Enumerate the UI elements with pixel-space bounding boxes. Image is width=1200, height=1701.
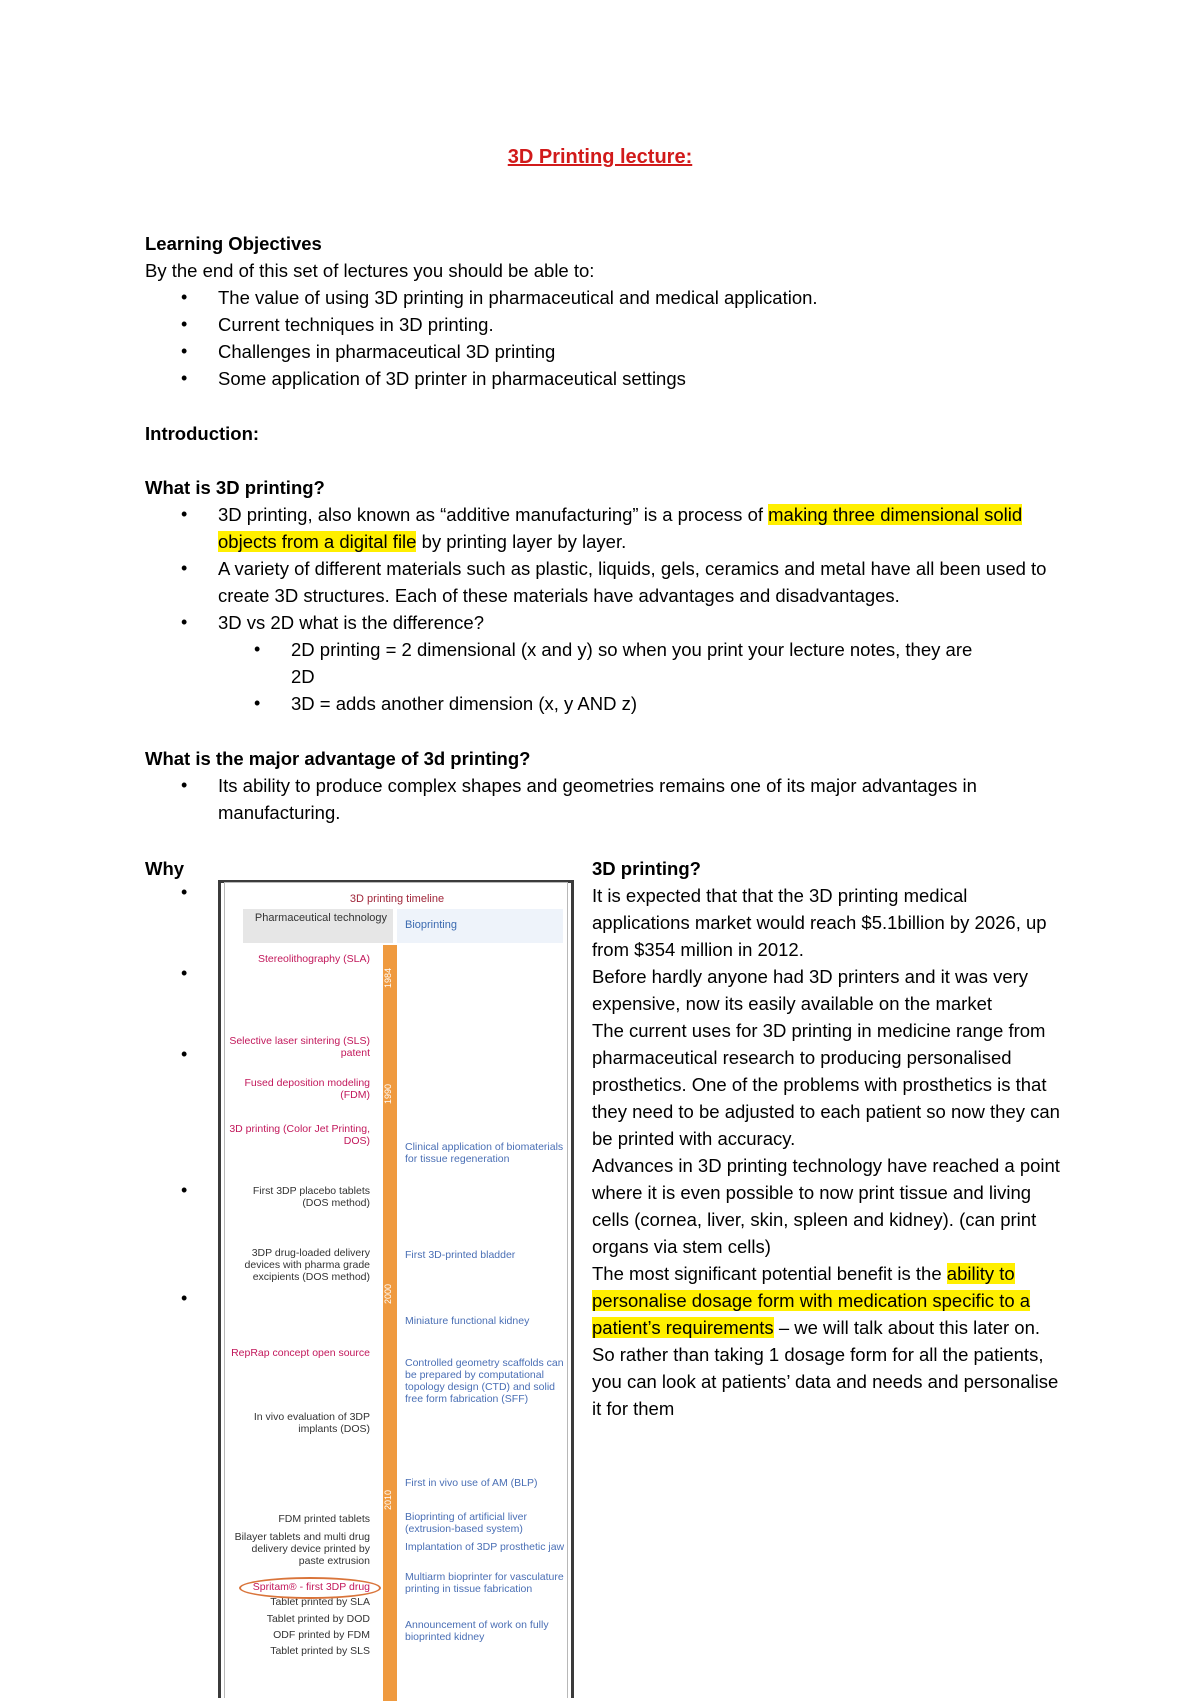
what-is-heading: What is 3D printing? bbox=[145, 477, 325, 498]
paragraph: Advances in 3D printing technology have reached a point where it is even possible to now print tissue and living cells (cornea, liver, skin, spleen and kidney). (can print organs via stem cells) bbox=[592, 1155, 1060, 1257]
page-title: 3D Printing lecture: bbox=[507, 146, 693, 168]
sub-list-item: • 2D printing = 2 dimensional (x and y) so when you print your lecture notes, they are 2D bbox=[145, 636, 1065, 690]
timeline-event: Selective laser sintering (SLS) patent bbox=[229, 1035, 370, 1059]
advantage-list bbox=[145, 772, 1065, 826]
timeline-event: Bioprinting of artificial liver (extrusion-based system) bbox=[405, 1511, 527, 1535]
timeline-event: Bilayer tablets and multi drug delivery device printed by paste extrusion bbox=[234, 1531, 370, 1567]
paragraph: It is expected that that the 3D printing medical applications market would reach $5.1billion by 2026, up from $354 million in 2012. bbox=[592, 885, 1047, 960]
timeline-event: FDM printed tablets bbox=[278, 1513, 370, 1525]
list-item: • 3D vs 2D what is the difference? bbox=[145, 609, 1065, 636]
highlight-circle bbox=[239, 1577, 381, 1599]
highlighted-text: making three dimensional solid objects from a digital file bbox=[218, 504, 1023, 552]
year-label: 2000 bbox=[383, 1283, 393, 1305]
bullet-glyph: • bbox=[181, 1044, 188, 1064]
paragraph: Before hardly anyone had 3D printers and it was very expensive, now its easily available on the market bbox=[592, 966, 1029, 1014]
timeline-event: RepRap concept open source bbox=[231, 1347, 370, 1359]
timeline-event: First 3DP placebo tablets (DOS method) bbox=[252, 1185, 370, 1209]
timeline-event: First 3D-printed bladder bbox=[405, 1249, 516, 1261]
timeline-event: In vivo evaluation of 3DP implants (DOS) bbox=[253, 1411, 370, 1435]
what-is-list bbox=[145, 501, 1065, 717]
timeline-event-spritam: Spritam® - first 3DP drug bbox=[252, 1581, 370, 1593]
list-item: • Current techniques in 3D printing. bbox=[145, 311, 1065, 338]
advantage-section bbox=[145, 745, 1065, 826]
figure-inner bbox=[224, 882, 568, 1698]
list-item: • The value of using 3D printing in pharmaceutical and medical application. bbox=[145, 284, 1065, 311]
timeline-event: First in vivo use of AM (BLP) bbox=[405, 1477, 538, 1489]
timeline-bar bbox=[383, 945, 397, 1701]
figure-caption: 3D printing timeline bbox=[349, 893, 445, 905]
year-label: 2010 bbox=[383, 1489, 393, 1511]
year-label: 1984 bbox=[383, 967, 393, 989]
what-is-section bbox=[145, 474, 1065, 717]
bullet-glyph: • bbox=[181, 963, 188, 983]
timeline-event: Controlled geometry scaffolds can be prepared by computational topology design (CTD) and solid free form fabrication (SFF) bbox=[405, 1357, 564, 1405]
highlighted-text: ability to personalise dosage form with medication specific to a patient’s requirements bbox=[592, 1263, 1031, 1338]
learning-objectives-intro: By the end of this set of lectures you should be able to: bbox=[145, 260, 595, 281]
introduction-section bbox=[145, 420, 1065, 447]
list-item: • A variety of different materials such as plastic, liquids, gels, ceramics and metal have all been used to create 3D structures. Each of these materials have advantages and disadvantages. bbox=[145, 555, 1065, 609]
year-label: 1990 bbox=[383, 1083, 393, 1105]
column-header-bioprinting: Bioprinting bbox=[397, 909, 563, 943]
bullet-glyph: • bbox=[181, 1180, 188, 1200]
timeline-event: Tablet printed by DOD bbox=[266, 1613, 370, 1625]
list-item bbox=[145, 501, 1065, 555]
why-heading-left: Why bbox=[145, 858, 185, 879]
learning-objectives-heading: Learning Objectives bbox=[145, 233, 322, 254]
paragraph: The current uses for 3D printing in medicine range from pharmaceutical research to producing personalised prosthetics. One of the problems with prosthetics is that they need to be adjusted to each patient so now they can be printed with accuracy. bbox=[592, 1020, 1060, 1149]
paragraph bbox=[592, 1260, 1062, 1422]
timeline-event: ODF printed by FDM bbox=[273, 1629, 370, 1641]
sub-list-item: • 3D = adds another dimension (x, y AND z) bbox=[145, 690, 1065, 717]
timeline-figure bbox=[218, 880, 574, 1698]
column-header-pharma: Pharmaceutical technology bbox=[243, 909, 393, 943]
list-item: • Its ability to produce complex shapes and geometries remains one of its major advantages in manufacturing. bbox=[145, 772, 1065, 826]
text-run: by printing layer by layer. bbox=[416, 531, 627, 552]
text-run: The most significant potential benefit is the bbox=[592, 1263, 947, 1284]
why-heading-right: 3D printing? bbox=[592, 858, 701, 879]
timeline-event: Multiarm bioprinter for vasculature printing in tissue fabrication bbox=[405, 1571, 564, 1595]
text-run: – we will talk about this later on. So rather than taking 1 dosage form for all the patients, you can look at patients’ data and needs and personalise it for them bbox=[592, 1317, 1059, 1419]
list-item: • Some application of 3D printer in pharmaceutical settings bbox=[145, 365, 1065, 392]
timeline-event: Tablet printed by SLS bbox=[270, 1645, 370, 1657]
bullet-glyph: • bbox=[181, 882, 188, 902]
timeline-event: Fused deposition modeling (FDM) bbox=[244, 1077, 370, 1101]
timeline-event: Stereolithography (SLA) bbox=[257, 953, 370, 965]
timeline-event: 3D printing (Color Jet Printing, DOS) bbox=[229, 1123, 370, 1147]
bullet-glyph: • bbox=[181, 1288, 188, 1308]
timeline-event: Implantation of 3DP prosthetic jaw bbox=[405, 1541, 565, 1553]
timeline-event: Miniature functional kidney bbox=[405, 1315, 530, 1327]
learning-objectives-section bbox=[145, 230, 1065, 392]
timeline-event: Tablet printed by SLA bbox=[270, 1596, 370, 1608]
timeline-event: 3DP drug-loaded delivery devices with pharma grade excipients (DOS method) bbox=[244, 1247, 370, 1283]
timeline-event: Announcement of work on fully bioprinted kidney bbox=[405, 1619, 549, 1643]
learning-objectives-list bbox=[145, 284, 1065, 392]
list-item: • Challenges in pharmaceutical 3D printing bbox=[145, 338, 1065, 365]
introduction-heading: Introduction: bbox=[145, 423, 260, 444]
timeline-event: Clinical application of biomaterials for tissue regeneration bbox=[405, 1141, 564, 1165]
advantage-heading: What is the major advantage of 3d printing? bbox=[145, 748, 531, 769]
why-section-right bbox=[592, 855, 1062, 1422]
text-run: 3D printing, also known as “additive manufacturing” is a process of bbox=[218, 504, 769, 525]
